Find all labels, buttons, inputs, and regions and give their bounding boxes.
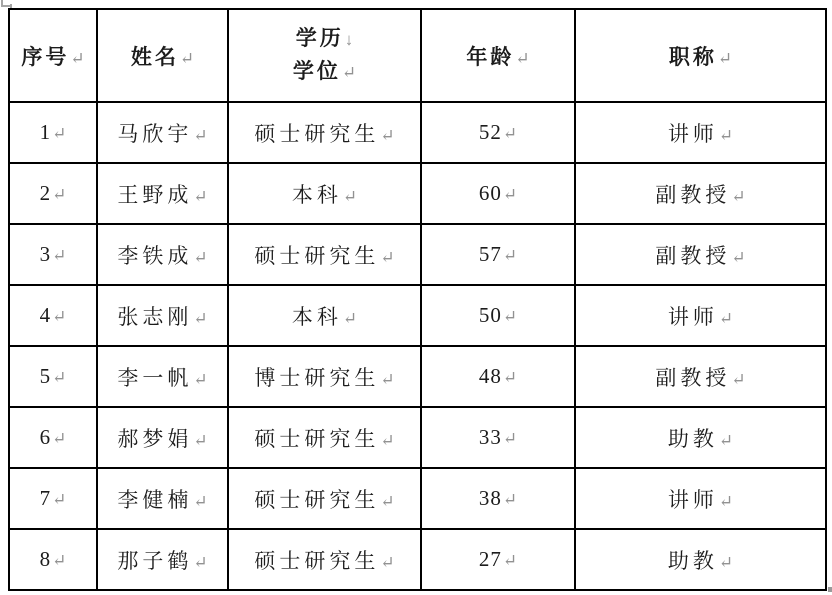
pilcrow-mark: ↵ [193,125,208,145]
personnel-table [8,8,827,591]
cell-title[interactable] [575,102,826,163]
pilcrow-mark: ↵ [193,552,208,572]
pilcrow-mark: ↵ [718,308,734,328]
pilcrow-mark: ↵ [717,48,733,68]
pilcrow-mark: ↵ [502,185,518,204]
pilcrow-mark: ↵ [718,125,734,145]
cell-text-age: 48 [478,364,502,388]
table-row [9,468,826,529]
cell-text-name: 郝梦娟 [117,426,193,451]
cell-text-no: 8 [39,547,52,571]
pilcrow-mark: ↵ [193,186,208,206]
pilcrow-mark: ↵ [502,307,518,326]
pilcrow-mark: ↵ [52,246,67,265]
cell-name[interactable] [97,529,228,590]
cell-text-education: 本科 [291,304,342,329]
cell-text-age: 57 [478,242,502,266]
cell-name[interactable] [97,163,228,224]
cell-age[interactable] [421,102,575,163]
pilcrow-mark: ↵ [502,246,518,265]
cell-name[interactable] [97,407,228,468]
pilcrow-mark: ↵ [193,430,208,450]
cell-text-no: 5 [39,364,52,388]
header-label-education [229,23,420,89]
cell-text-age: 27 [478,547,502,571]
pilcrow-mark: ↵ [342,186,358,206]
cell-title[interactable] [575,468,826,529]
pilcrow-mark: ↵ [193,369,208,389]
cell-text-no: 7 [39,486,52,510]
cell-name[interactable] [97,285,228,346]
cell-no[interactable] [9,529,97,590]
pilcrow-mark: ↵ [341,62,357,82]
cell-text-education: 硕士研究生 [254,121,380,146]
cell-text-education: 硕士研究生 [254,426,380,451]
header-cell-age[interactable] [421,9,575,102]
cell-title[interactable] [575,285,826,346]
cell-title[interactable] [575,346,826,407]
header-cell-title[interactable] [575,9,826,102]
cell-text-no: 2 [39,181,52,205]
pilcrow-mark: ↵ [193,308,208,328]
cell-text-title: 讲师 [667,487,718,512]
pilcrow-mark: ↵ [52,490,67,509]
table-row [9,529,826,590]
cell-text-age: 33 [478,425,502,449]
pilcrow-mark: ↵ [52,368,67,387]
pilcrow-mark: ↵ [380,125,395,145]
cell-text-name: 王野成 [117,182,193,207]
cell-no[interactable] [9,102,97,163]
cell-text-title: 助教 [667,426,718,451]
cell-text-age: 60 [478,181,502,205]
cell-text-name: 马欣宇 [117,121,193,146]
cell-no[interactable] [9,346,97,407]
cell-name[interactable] [97,346,228,407]
cell-title[interactable] [575,529,826,590]
cell-no[interactable] [9,468,97,529]
cell-education[interactable] [228,224,421,285]
line-break-mark: ↓ [344,29,354,49]
cell-text-age: 38 [478,486,502,510]
pilcrow-mark: ↵ [179,48,195,68]
cell-text-education: 博士研究生 [254,365,380,390]
pilcrow-mark: ↵ [193,247,208,267]
pilcrow-mark: ↵ [731,369,746,389]
cell-age[interactable] [421,224,575,285]
pilcrow-mark: ↵ [718,552,734,572]
header-label-title: 职称 [668,44,717,69]
cell-education[interactable] [228,163,421,224]
cell-title[interactable] [575,224,826,285]
cell-text-education: 本科 [291,182,342,207]
pilcrow-mark: ↵ [380,491,395,511]
cell-age[interactable] [421,468,575,529]
pilcrow-mark: ↵ [502,490,518,509]
pilcrow-mark: ↵ [502,368,518,387]
header-label-no: 序号 [21,44,70,69]
header-cell-name[interactable] [97,9,228,102]
cell-text-no: 4 [39,303,52,327]
header-label-name: 姓名 [130,44,179,69]
cell-education[interactable] [228,285,421,346]
cell-education[interactable] [228,407,421,468]
pilcrow-mark: ↵ [502,124,518,143]
cell-title[interactable] [575,407,826,468]
cell-text-title: 副教授 [655,182,731,207]
pilcrow-mark: ↵ [380,430,395,450]
header-label-education-line2: 学位 [292,58,341,83]
cell-text-title: 助教 [667,548,718,573]
table-row [9,163,826,224]
cell-text-no: 3 [39,242,52,266]
table-row [9,407,826,468]
header-label-age: 年龄 [466,44,515,69]
cell-text-no: 6 [39,425,52,449]
pilcrow-mark: ↵ [502,551,518,570]
pilcrow-mark: ↵ [52,307,67,326]
pilcrow-mark: ↵ [52,551,67,570]
cell-text-no: 1 [39,120,52,144]
cell-education[interactable] [228,346,421,407]
cell-text-name: 李健楠 [117,487,193,512]
cell-education[interactable] [228,529,421,590]
cell-no[interactable] [9,407,97,468]
pilcrow-mark: ↵ [70,48,85,68]
pilcrow-mark: ↵ [380,247,395,267]
cell-text-name: 李一帆 [117,365,193,390]
pilcrow-mark: ↵ [380,552,395,572]
pilcrow-mark: ↵ [380,369,395,389]
pilcrow-mark: ↵ [731,186,746,206]
cell-age[interactable] [421,407,575,468]
table-row [9,224,826,285]
cell-text-title: 副教授 [655,243,731,268]
cell-age[interactable] [421,285,575,346]
cell-no[interactable] [9,163,97,224]
cell-name[interactable] [97,468,228,529]
cell-text-title: 讲师 [667,304,718,329]
cell-education[interactable] [228,102,421,163]
cell-text-education: 硕士研究生 [254,243,380,268]
cell-title[interactable] [575,163,826,224]
pilcrow-mark: ↵ [52,429,67,448]
cell-text-name: 张志刚 [117,304,193,329]
pilcrow-mark: ↵ [718,430,734,450]
table-row [9,102,826,163]
pilcrow-mark: ↵ [52,124,67,143]
pilcrow-mark: ↵ [193,491,208,511]
cell-text-education: 硕士研究生 [254,548,380,573]
pilcrow-mark: ↵ [502,429,518,448]
cell-text-age: 50 [478,303,502,327]
cell-age[interactable] [421,163,575,224]
cell-age[interactable] [421,529,575,590]
pilcrow-mark: ↵ [718,491,734,511]
cell-text-age: 52 [478,120,502,144]
header-cell-education[interactable] [228,9,421,102]
table-row [9,285,826,346]
cell-education[interactable] [228,468,421,529]
cell-name[interactable] [97,102,228,163]
cell-age[interactable] [421,346,575,407]
row-end-mark-partial [828,587,832,592]
table-row [9,346,826,407]
cell-text-education: 硕士研究生 [254,487,380,512]
pilcrow-mark: ↵ [731,247,746,267]
pilcrow-mark: ↵ [515,48,530,68]
cell-no[interactable] [9,224,97,285]
cell-text-name: 李铁成 [117,243,193,268]
pilcrow-mark: ↵ [342,308,358,328]
cell-name[interactable] [97,224,228,285]
cell-text-title: 副教授 [655,365,731,390]
cell-text-name: 那子鹤 [117,548,193,573]
table-header-row [9,9,826,102]
cell-text-title: 讲师 [667,121,718,146]
cell-no[interactable] [9,285,97,346]
header-cell-no[interactable] [9,9,97,102]
header-label-education-line1: 学历 [295,25,344,50]
pilcrow-mark: ↵ [52,185,67,204]
